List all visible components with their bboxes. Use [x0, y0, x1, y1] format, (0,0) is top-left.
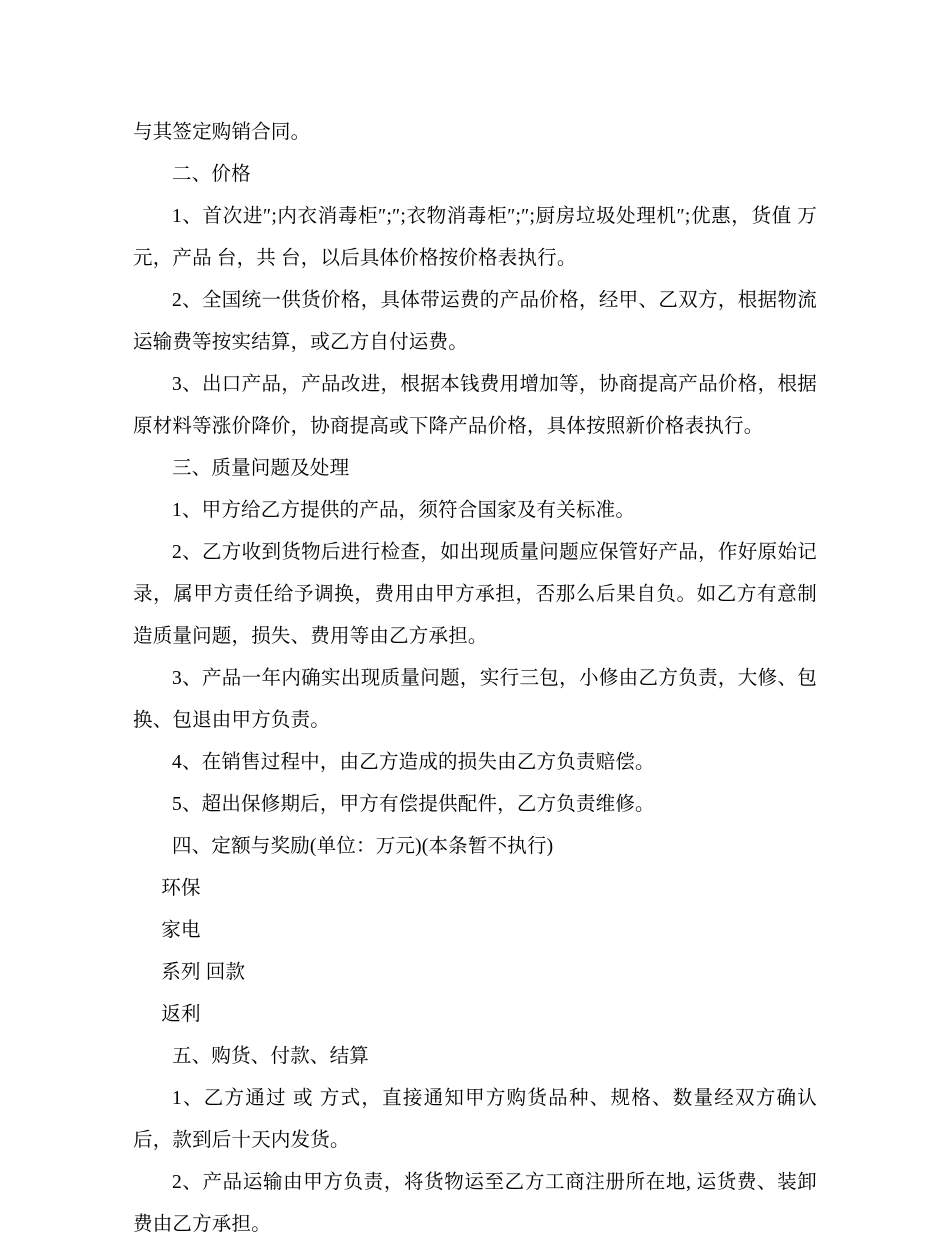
- paragraph-item-xilie-huikuan: 系列 回款: [161, 962, 246, 983]
- document-body: [133, 112, 817, 1246]
- paragraph-item-huanbao: 环保: [161, 878, 201, 899]
- paragraph: 1、乙方通过 或 方式，直接通知甲方购货品种、规格、数量经双方确认后，款到后十天内发货。: [133, 1088, 817, 1151]
- paragraph: 与其签定购销合同。: [133, 122, 311, 143]
- paragraph-item-fanli: 返利: [161, 1004, 201, 1025]
- paragraph: 1、甲方给乙方提供的产品，须符合国家及有关标准。: [172, 500, 636, 521]
- paragraph: 3、出口产品，产品改进，根据本钱费用增加等，协商提高产品价格，根据原材料等涨价降价，协商提高或下降产品价格，具体按照新价格表执行。: [133, 374, 817, 437]
- paragraph-section-heading-price: 二、价格: [172, 164, 251, 185]
- paragraph: 2、乙方收到货物后进行检查，如出现质量问题应保管好产品，作好原始记录，属甲方责任给予调换，费用由甲方承担，否那么后果自负。如乙方有意制造质量问题，损失、费用等由乙方承担。: [133, 542, 817, 647]
- paragraph: 1、首次进″;内衣消毒柜″;″;衣物消毒柜″;″;厨房垃圾处理机″;优惠，货值 万元，产品 台，共 台，以后具体价格按价格表执行。: [133, 206, 817, 269]
- paragraph-section-heading-quota: 四、定额与奖励(单位：万元)(本条暂不执行): [172, 836, 554, 857]
- paragraph: 2、产品运输由甲方负责，将货物运至乙方工商注册所在地, 运货费、装卸费由乙方承担。: [133, 1172, 817, 1235]
- paragraph: 2、全国统一供货价格，具体带运费的产品价格，经甲、乙双方，根据物流运输费等按实结算，或乙方自付运费。: [133, 290, 817, 353]
- paragraph: 5、超出保修期后，甲方有偿提供配件，乙方负责维修。: [172, 794, 655, 815]
- paragraph-item-jiadian: 家电: [161, 920, 201, 941]
- paragraph-section-heading-quality: 三、质量问题及处理: [172, 458, 350, 479]
- paragraph-section-heading-purchase: 五、购货、付款、结算: [172, 1046, 370, 1067]
- paragraph: 4、在销售过程中，由乙方造成的损失由乙方负责赔偿。: [172, 752, 655, 773]
- paragraph: 3、产品一年内确实出现质量问题，实行三包，小修由乙方负责，大修、包换、包退由甲方负责。: [133, 668, 817, 731]
